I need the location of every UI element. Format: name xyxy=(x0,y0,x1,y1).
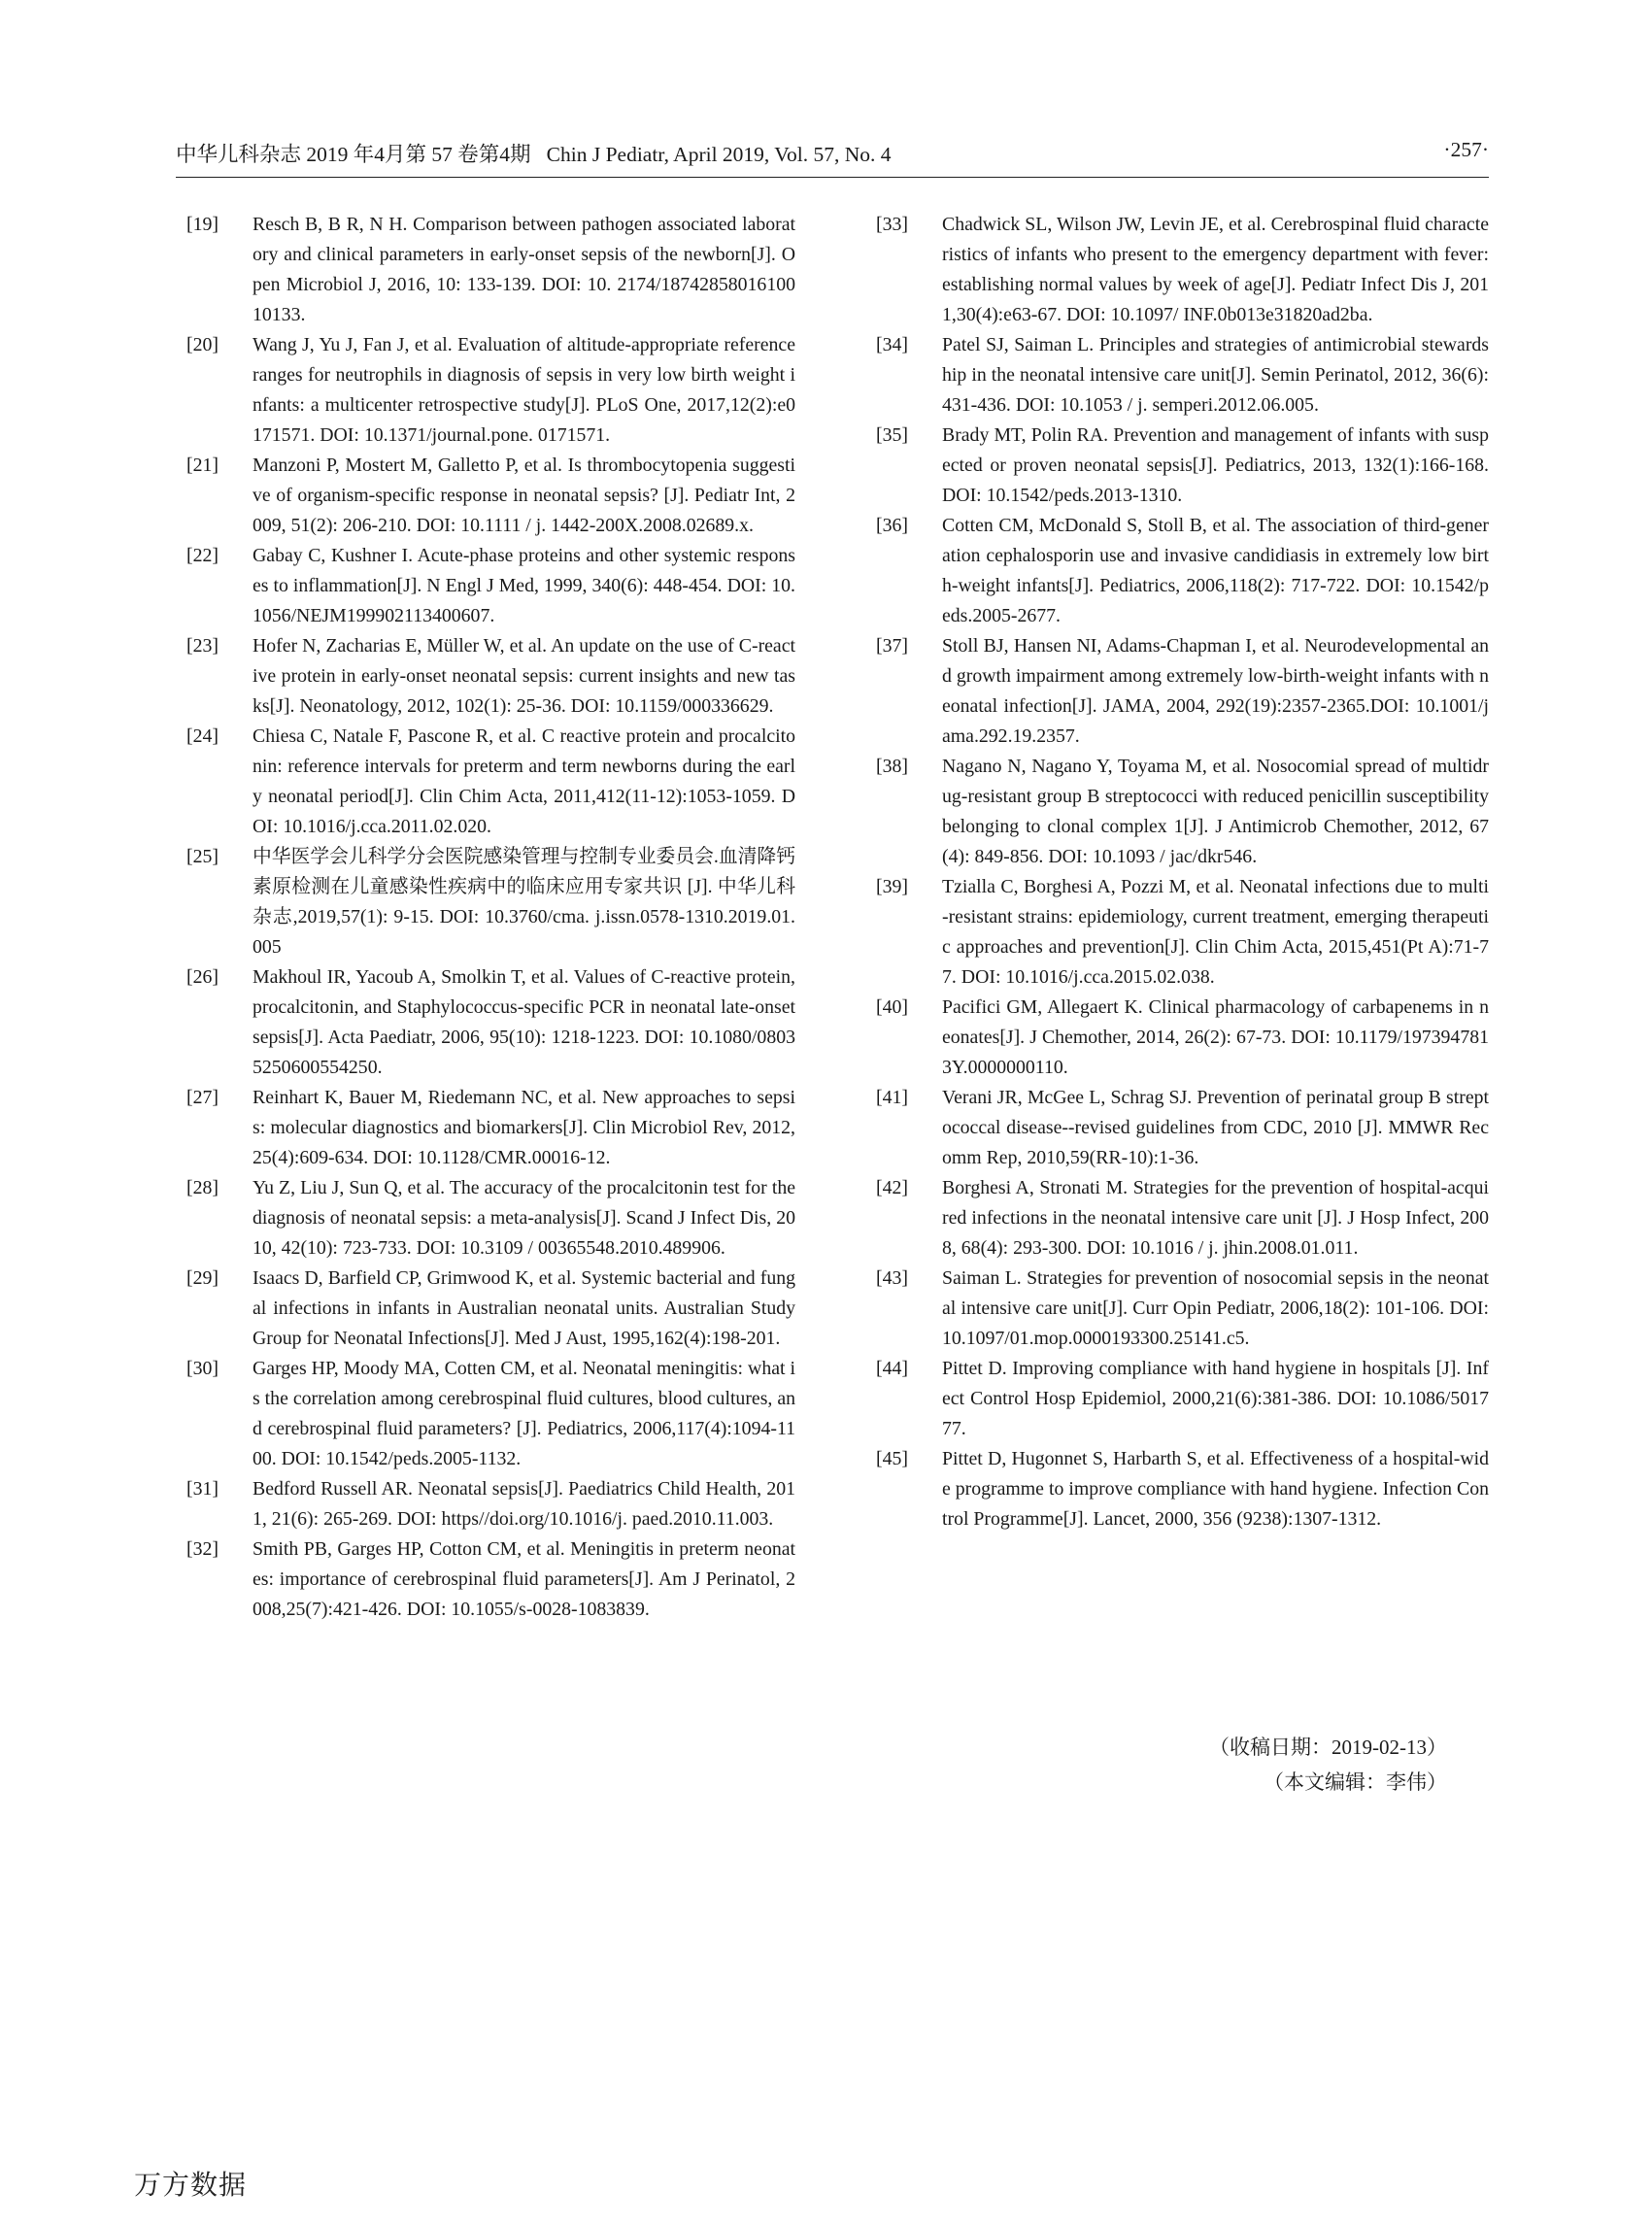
reference-item xyxy=(873,1173,1489,1264)
reference-text: Stoll BJ, Hansen NI, Adams-Chapman I, et al. Neurodevelopmental and growth impairment among extremely low-birth-weight infants with neonatal infection[J]. JAMA, 2004, 292(19):2357-2365.DOI: 10.1001/jama.292.19.2357. xyxy=(942,635,1489,747)
reference-text: Hofer N, Zacharias E, Müller W, et al. An update on the use of C-reactive protein in early-onset neonatal sepsis: current insights and new tasks[J]. Neonatology, 2012, 102(1): 25-36. DOI: 10.1159/000336629. xyxy=(253,635,795,717)
reference-number: [24] xyxy=(186,725,219,747)
reference-number: [39] xyxy=(876,876,908,897)
reference-text: Nagano N, Nagano Y, Toyama M, et al. Nosocomial spread of multidrug-resistant group B streptococci with reduced penicillin susceptibility belonging to clonal complex 1[J]. J Antimicrob Chemother, 2012, 67(4): 849-856. DOI: 10.1093 / jac/dkr546. xyxy=(942,756,1489,867)
reference-item xyxy=(873,330,1489,421)
reference-item xyxy=(873,210,1489,330)
reference-text: Smith PB, Garges HP, Cotton CM, et al. Meningitis in preterm neonates: importance of cerebrospinal fluid parameters[J]. Am J Perinatol, 2008,25(7):421-426. DOI: 10.1055/s-0028-1083839. xyxy=(253,1538,795,1620)
reference-number: [19] xyxy=(186,214,219,235)
reference-item xyxy=(873,1444,1489,1534)
reference-text: Chiesa C, Natale F, Pascone R, et al. C reactive protein and procalcitonin: reference intervals for preterm and term newborns during the early neonatal period[J]. Clin Chim Acta, 2011,412(11-12):1053-1059. DOI: 10.1016/j.cca.2011.02.020. xyxy=(253,725,795,837)
reference-number: [32] xyxy=(186,1538,219,1560)
reference-item xyxy=(184,1173,795,1264)
running-header xyxy=(176,138,1489,178)
reference-number: [21] xyxy=(186,455,219,476)
page-number: ·257· xyxy=(1443,138,1489,161)
reference-item xyxy=(184,1264,795,1354)
reference-number: [43] xyxy=(876,1267,908,1289)
reference-item xyxy=(873,872,1489,993)
reference-text: Brady MT, Polin RA. Prevention and management of infants with suspected or proven neonatal sepsis[J]. Pediatrics, 2013, 132(1):166-168. DOI: 10.1542/peds.2013-1310. xyxy=(942,424,1489,506)
reference-number: [22] xyxy=(186,545,219,566)
reference-column-left xyxy=(184,210,795,1625)
reference-item xyxy=(184,541,795,631)
reference-text: Verani JR, McGee L, Schrag SJ. Prevention of perinatal group B streptococcal disease--revised guidelines from CDC, 2010 [J]. MMWR Recomm Rep, 2010,59(RR-10):1-36. xyxy=(942,1087,1489,1168)
reference-number: [37] xyxy=(876,635,908,657)
reference-text: Makhoul IR, Yacoub A, Smolkin T, et al. Values of C-reactive protein, procalcitonin, and Staphylococcus-specific PCR in neonatal late-onset sepsis[J]. Acta Paediatr, 2006, 95(10): 1218-1223. DOI: 10.1080/08035250600554250. xyxy=(253,966,795,1078)
reference-text: Pacifici GM, Allegaert K. Clinical pharmacology of carbapenems in neonates[J]. J Chemother, 2014, 26(2): 67-73. DOI: 10.1179/1973947813Y.0000000110. xyxy=(942,996,1489,1078)
reference-text: 中华医学会儿科学分会医院感染管理与控制专业委员会.血清降钙素原检测在儿童感染性疾病中的临床应用专家共识 [J]. 中华儿科杂志,2019,57(1): 9-15. DOI: 10.3760/cma. j.issn.0578-1310.2019.01.005 xyxy=(253,846,795,958)
reference-number: [25] xyxy=(186,846,219,867)
reference-text: Resch B, B R, N H. Comparison between pathogen associated laboratory and clinical parameters in early-onset sepsis of the newborn[J]. Open Microbiol J, 2016, 10: 133-139. DOI: 10. 2174/1874285801610010133. xyxy=(253,214,795,325)
reference-item xyxy=(873,1264,1489,1354)
reference-item xyxy=(184,1474,795,1534)
reference-text: Yu Z, Liu J, Sun Q, et al. The accuracy of the procalcitonin test for the diagnosis of neonatal sepsis: a meta-analysis[J]. Scand J Infect Dis, 2010, 42(10): 723-733. DOI: 10.3109 / 00365548.2010.489906. xyxy=(253,1177,795,1259)
reference-number: [28] xyxy=(186,1177,219,1198)
reference-number: [34] xyxy=(876,334,908,355)
reference-number: [20] xyxy=(186,334,219,355)
reference-number: [27] xyxy=(186,1087,219,1108)
reference-number: [45] xyxy=(876,1448,908,1469)
journal-title-en: Chin J Pediatr, April 2019, Vol. 57, No. 4 xyxy=(546,143,892,166)
reference-number: [33] xyxy=(876,214,908,235)
reference-text: Garges HP, Moody MA, Cotten CM, et al. Neonatal meningitis: what is the correlation among cerebrospinal fluid cultures, blood cultures, and cerebrospinal fluid parameters? [J]. Pediatrics, 2006,117(4):1094-1100. DOI: 10.1542/peds.2005-1132. xyxy=(253,1358,795,1469)
reference-item xyxy=(873,631,1489,752)
reference-text: Patel SJ, Saiman L. Principles and strategies of antimicrobial stewardship in the neonatal intensive care unit[J]. Semin Perinatol, 2012, 36(6): 431-436. DOI: 10.1053 / j. semperi.2012.06.005. xyxy=(942,334,1489,416)
reference-item xyxy=(873,993,1489,1083)
reference-number: [30] xyxy=(186,1358,219,1379)
reference-number: [31] xyxy=(186,1478,219,1500)
reference-text: Reinhart K, Bauer M, Riedemann NC, et al. New approaches to sepsis: molecular diagnostics and biomarkers[J]. Clin Microbiol Rev, 2012,25(4):609-634. DOI: 10.1128/CMR.00016-12. xyxy=(253,1087,795,1168)
reference-text: Manzoni P, Mostert M, Galletto P, et al. Is thrombocytopenia suggestive of organism-specific response in neonatal sepsis? [J]. Pediatr Int, 2009, 51(2): 206-210. DOI: 10.1111 / j. 1442-200X.2008.02689.x. xyxy=(253,455,795,536)
reference-number: [40] xyxy=(876,996,908,1018)
reference-item xyxy=(184,1354,795,1474)
reference-number: [41] xyxy=(876,1087,908,1108)
reference-text: Gabay C, Kushner I. Acute-phase proteins and other systemic responses to inflammation[J]. N Engl J Med, 1999, 340(6): 448-454. DOI: 10.1056/NEJM199902113400607. xyxy=(253,545,795,626)
reference-item xyxy=(184,330,795,451)
reference-item xyxy=(184,451,795,541)
reference-item xyxy=(873,511,1489,631)
reference-text: Borghesi A, Stronati M. Strategies for the prevention of hospital-acquired infections in the neonatal intensive care unit [J]. J Hosp Infect, 2008, 68(4): 293-300. DOI: 10.1016 / j. jhin.2008.01.011. xyxy=(942,1177,1489,1259)
database-watermark: 万方数据 xyxy=(134,2171,248,2201)
journal-title-cn: 中华儿科杂志 2019 年4月第 57 卷第4期 xyxy=(176,143,531,166)
reference-item xyxy=(184,722,795,842)
reference-column-right xyxy=(873,210,1489,1534)
reference-text: Saiman L. Strategies for prevention of nosocomial sepsis in the neonatal intensive care unit[J]. Curr Opin Pediatr, 2006,18(2): 101-106. DOI: 10.1097/01.mop.0000193300.25141.c5. xyxy=(942,1267,1489,1349)
received-date: （收稿日期：2019-02-13） xyxy=(1209,1736,1447,1759)
reference-text: Chadwick SL, Wilson JW, Levin JE, et al. Cerebrospinal fluid characteristics of infants who present to the emergency department with fever: establishing normal values by week of age[J]. Pediatr Infect Dis J, 2011,30(4):e63-67. DOI: 10.1097/ INF.0b013e31820ad2ba. xyxy=(942,214,1489,325)
reference-item xyxy=(184,842,795,962)
reference-number: [38] xyxy=(876,756,908,777)
reference-item xyxy=(184,1083,795,1173)
reference-text: Cotten CM, McDonald S, Stoll B, et al. The association of third-generation cephalosporin use and invasive candidiasis in extremely low birth-weight infants[J]. Pediatrics, 2006,118(2): 717-722. DOI: 10.1542/peds.2005-2677. xyxy=(942,515,1489,626)
reference-item xyxy=(184,631,795,722)
reference-item xyxy=(873,421,1489,511)
reference-item xyxy=(184,210,795,330)
reference-number: [26] xyxy=(186,966,219,988)
reference-item xyxy=(873,752,1489,872)
reference-text: Isaacs D, Barfield CP, Grimwood K, et al. Systemic bacterial and fungal infections in infants in Australian neonatal units. Australian Study Group for Neonatal Infections[J]. Med J Aust, 1995,162(4):198-201. xyxy=(253,1267,795,1349)
reference-number: [23] xyxy=(186,635,219,657)
reference-number: [29] xyxy=(186,1267,219,1289)
reference-text: Pittet D, Hugonnet S, Harbarth S, et al. Effectiveness of a hospital-wide programme to improve compliance with hand hygiene. Infection Control Programme[J]. Lancet, 2000, 356 (9238):1307-1312. xyxy=(942,1448,1489,1530)
editor-note: （本文编辑：李伟） xyxy=(1264,1770,1447,1794)
reference-number: [44] xyxy=(876,1358,908,1379)
reference-item xyxy=(873,1354,1489,1444)
reference-item xyxy=(184,1534,795,1625)
reference-text: Bedford Russell AR. Neonatal sepsis[J]. Paediatrics Child Health, 2011, 21(6): 265-269. DOI: https//doi.org/10.1016/j. paed.2010.11.003. xyxy=(253,1478,795,1530)
reference-number: [36] xyxy=(876,515,908,536)
reference-item xyxy=(184,962,795,1083)
journal-citation-line xyxy=(176,138,892,168)
reference-item xyxy=(873,1083,1489,1173)
reference-text: Pittet D. Improving compliance with hand hygiene in hospitals [J]. Infect Control Hosp Epidemiol, 2000,21(6):381-386. DOI: 10.1086/501777. xyxy=(942,1358,1489,1439)
reference-number: [42] xyxy=(876,1177,908,1198)
reference-text: Tzialla C, Borghesi A, Pozzi M, et al. Neonatal infections due to multi-resistant strains: epidemiology, current treatment, emerging therapeutic approaches and prevention[J]. Clin Chim Acta, 2015,451(Pt A):71-77. DOI: 10.1016/j.cca.2015.02.038. xyxy=(942,876,1489,988)
reference-number: [35] xyxy=(876,424,908,446)
reference-text: Wang J, Yu J, Fan J, et al. Evaluation of altitude-appropriate reference ranges for neutrophils in diagnosis of sepsis in very low birth weight infants: a multicenter retrospective study[J]. PLoS One, 2017,12(2):e0171571. DOI: 10.1371/journal.pone. 0171571. xyxy=(253,334,795,446)
